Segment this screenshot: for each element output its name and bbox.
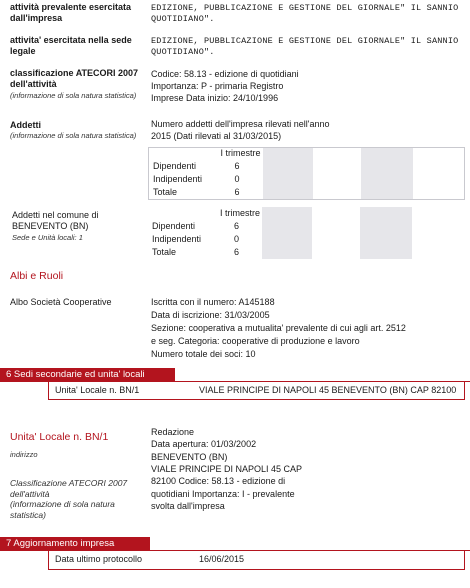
addetti-line: Numero addetti dell'impresa rilevati nell'anno xyxy=(151,119,330,129)
addetti-note: (informazione di sola natura statistica) xyxy=(10,131,137,141)
section-6-box-label: Unita' Locale n. BN/1 xyxy=(55,385,140,395)
addetti-table-row-label: Indipendenti xyxy=(153,174,203,185)
addetti-comune-row-label: Totale xyxy=(152,246,177,257)
albi-value xyxy=(151,296,466,361)
addetti-table-row-value: 0 xyxy=(234,174,240,185)
addetti-line: 2015 (Dati rilevati al 31/03/2015) xyxy=(151,131,282,142)
unita-class-note: (informazione di sola natura statistica) xyxy=(10,499,115,520)
addetti-comune-row-value: 6 xyxy=(234,246,240,257)
section-6-header: 6 Sedi secondarie ed unita' locali xyxy=(0,368,175,382)
attivita-sede-value: EDIZIONE, PUBBLICAZIONE E GESTIONE DEL GIORNALE" IL SANNIO QUOTIDIANO". xyxy=(151,36,459,58)
addetti-table-row-value: 6 xyxy=(234,186,240,197)
ateco-value xyxy=(151,68,461,104)
attivita-prevalente-label: attività prevalente esercitata dall'impresa xyxy=(10,2,132,24)
addetti-table-row-label: Totale xyxy=(153,186,178,197)
indirizzo-label: indirizzo xyxy=(10,450,38,459)
section-7-box-label: Data ultimo protocollo xyxy=(55,554,143,564)
unita-class-label: Classificazione ATECORI 2007 dell'attività xyxy=(10,478,128,499)
addetti-comune-table-header: I trimestre xyxy=(220,207,261,218)
addetti-table-row-label: Dipendenti xyxy=(153,161,197,172)
albi-line: e seg. Categoria: cooperative di produzione e lavoro xyxy=(151,336,360,347)
unita-line: quotidiani Importanza: I - prevalente xyxy=(151,488,295,499)
section-6-box-value: VIALE PRINCIPE DI NAPOLI 45 BENEVENTO (BN) CAP 82100 xyxy=(199,385,457,395)
attivita-sede-label: attivita' esercitata nella sede legale xyxy=(10,35,132,57)
addetti-comune-note: Sede e Unità locali: 1 xyxy=(12,232,83,242)
ateco-label: classificazione ATECORI 2007 dell'attività xyxy=(10,68,139,90)
addetti-comune-label-block xyxy=(12,210,142,242)
addetti-comune-row-value: 6 xyxy=(234,220,240,231)
ateco-line: Importanza: P - primaria Registro xyxy=(151,81,284,92)
section-7-header: 7 Aggiornamento impresa xyxy=(0,537,150,551)
unita-line: Data apertura: 01/03/2002 xyxy=(151,439,257,450)
addetti-label-block xyxy=(10,120,145,141)
ateco-line: Imprese Data inizio: 24/10/1996 xyxy=(151,93,279,104)
unita-line: 82100 Codice: 58.13 - edizione di xyxy=(151,476,286,487)
albi-line: Data di iscrizione: 31/03/2005 xyxy=(151,310,270,321)
ateco-note: (informazione di sola natura statistica) xyxy=(10,90,137,100)
unita-line: BENEVENTO (BN) xyxy=(151,451,228,462)
ateco-label-block xyxy=(10,68,145,100)
addetti-description xyxy=(151,118,461,142)
ateco-line: Codice: 58.13 - edizione di quotidiani xyxy=(151,69,299,79)
albi-line: Numero totale dei soci: 10 xyxy=(151,349,256,360)
unita-locale-heading: Unita' Locale n. BN/1 xyxy=(10,431,109,443)
unita-line: svolta dall'impresa xyxy=(151,500,225,511)
albi-line: Iscritta con il numero: A145188 xyxy=(151,297,275,307)
addetti-comune-row-label: Dipendenti xyxy=(152,220,196,231)
addetti-comune-row-label: Indipendenti xyxy=(152,233,202,244)
section-6-box xyxy=(48,381,465,400)
albi-line: Sezione: cooperativa a mutualita' prevalente di cui agli art. 2512 xyxy=(151,323,406,334)
addetti-table-header: I trimestre xyxy=(220,148,261,159)
section-7-box xyxy=(48,550,465,570)
unita-class-block xyxy=(10,478,140,521)
addetti-label: Addetti xyxy=(10,120,41,130)
attivita-prevalente-value: EDIZIONE, PUBBLICAZIONE E GESTIONE DEL GIORNALE" IL SANNIO QUOTIDIANO". xyxy=(151,3,459,25)
addetti-comune-row-value: 0 xyxy=(234,233,240,244)
unita-locale-value xyxy=(151,426,391,512)
albi-label: Albo Società Cooperative xyxy=(10,297,112,307)
addetti-table xyxy=(148,147,465,200)
unita-line: Redazione xyxy=(151,427,195,437)
addetti-comune-table xyxy=(148,207,465,259)
section-7-box-value: 16/06/2015 xyxy=(199,554,245,564)
addetti-comune-label: Addetti nel comune di BENEVENTO (BN) xyxy=(12,210,99,232)
unita-line: VIALE PRINCIPE DI NAPOLI 45 CAP xyxy=(151,463,303,474)
addetti-table-row-value: 6 xyxy=(234,161,240,172)
albi-heading: Albi e Ruoli xyxy=(10,270,64,282)
